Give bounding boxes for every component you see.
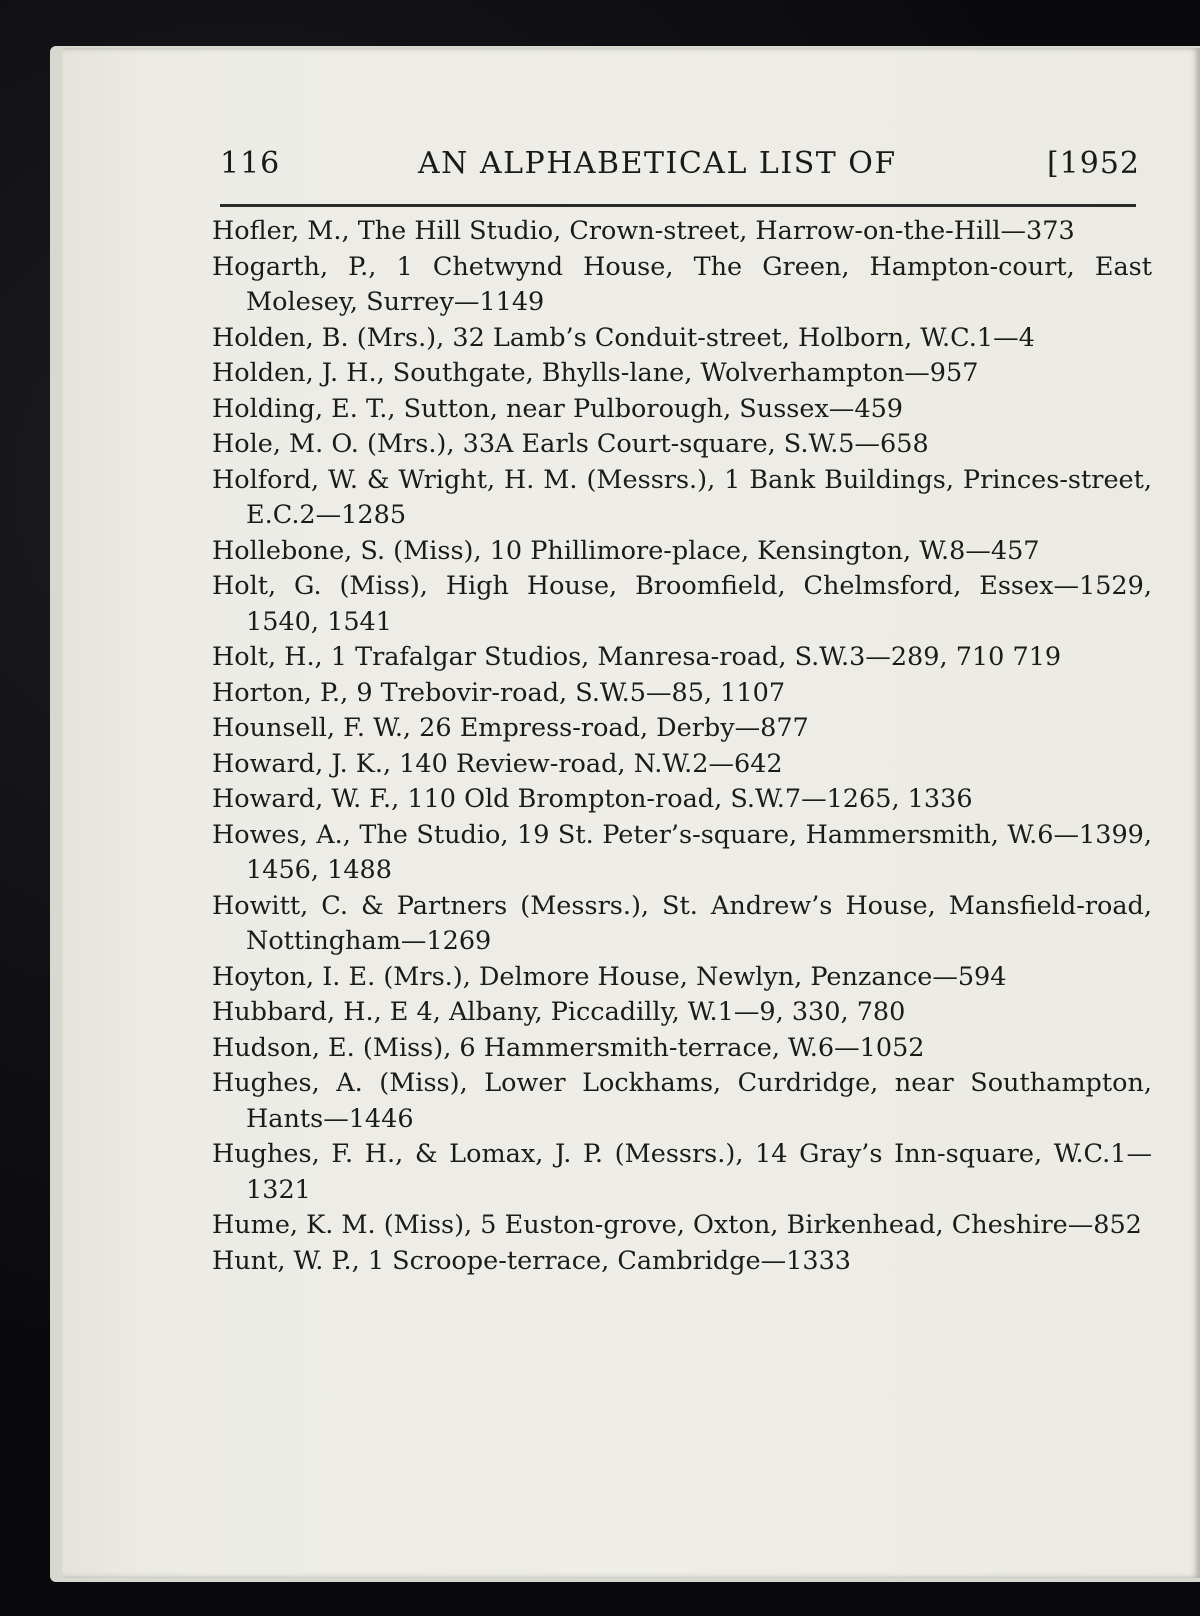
list-entry: Howes, A., The Studio, 19 St. Peter’s-square, Hammersmith, W.6—1399, 1456, 1488 — [212, 819, 1152, 885]
list-entry: Hubbard, H., E 4, Albany, Piccadilly, W.1—9, 330, 780 — [212, 997, 906, 1027]
list-entry: Howitt, C. & Partners (Messrs.), St. Andrew’s House, Mansfield-road, Nottingham—1269 — [212, 890, 1152, 956]
list-entry: Howard, J. K., 140 Review-road, N.W.2—642 — [212, 748, 783, 779]
list-entry: Hughes, F. H., & Lomax, J. P. (Messrs.), 14 Gray’s Inn-square, W.C.1—1321 — [212, 1139, 1152, 1205]
list-entry: Holden, J. H., Southgate, Bhylls-lane, Wolverhampton—957 — [212, 358, 979, 388]
year-label: [1952 — [1046, 146, 1140, 181]
list-entry: Hole, M. O. (Mrs.), 33A Earls Court-square, S.W.5—658 — [212, 429, 929, 459]
list-entry: Hoyton, I. E. (Mrs.), Delmore House, Newlyn, Penzance—594 — [212, 961, 1007, 992]
list-entry: Hofler, M., The Hill Studio, Crown-street, Harrow-on-the-Hill—373 — [212, 216, 1075, 246]
list-entry: Hume, K. M. (Miss), 5 Euston-grove, Oxton, Birkenhead, Cheshire—852 — [212, 1210, 1142, 1240]
page-title: AN ALPHABETICAL LIST OF — [418, 146, 897, 181]
list-entry: Hogarth, P., 1 Chetwynd House, The Green, Hampton-court, East Molesey, Surrey—1149 — [212, 251, 1152, 317]
list-entry: Holt, H., 1 Trafalgar Studios, Manresa-road, S.W.3—289, 710 719 — [212, 642, 1062, 672]
entry-list — [212, 214, 1152, 1279]
list-entry: Horton, P., 9 Trebovir-road, S.W.5—85, 1107 — [212, 677, 786, 708]
list-entry: Holt, G. (Miss), High House, Broomfield, Chelmsford, Essex—1529, 1540, 1541 — [212, 571, 1152, 637]
list-entry: Hollebone, S. (Miss), 10 Phillimore-place, Kensington, W.8—457 — [212, 535, 1040, 566]
list-entry: Hudson, E. (Miss), 6 Hammersmith-terrace, W.6—1052 — [212, 1032, 925, 1063]
page-number: 116 — [220, 146, 281, 181]
list-entry: Howard, W. F., 110 Old Brompton-road, S.W.7—1265, 1336 — [212, 784, 973, 814]
list-entry: Holding, E. T., Sutton, near Pulborough, Sussex—459 — [212, 393, 904, 424]
list-entry: Hughes, A. (Miss), Lower Lockhams, Curdridge, near Southampton, Hants—1446 — [212, 1068, 1152, 1134]
list-entry: Holford, W. & Wright, H. M. (Messrs.), 1 Bank Buildings, Princes-street, E.C.2—1285 — [212, 464, 1152, 530]
header-rule — [220, 204, 1136, 207]
running-head — [220, 146, 1140, 192]
list-entry: Hounsell, F. W., 26 Empress-road, Derby—877 — [212, 713, 809, 743]
list-entry: Hunt, W. P., 1 Scroope-terrace, Cambridge—1333 — [212, 1245, 852, 1276]
list-entry: Holden, B. (Mrs.), 32 Lamb’s Conduit-street, Holborn, W.C.1—4 — [212, 322, 1035, 353]
